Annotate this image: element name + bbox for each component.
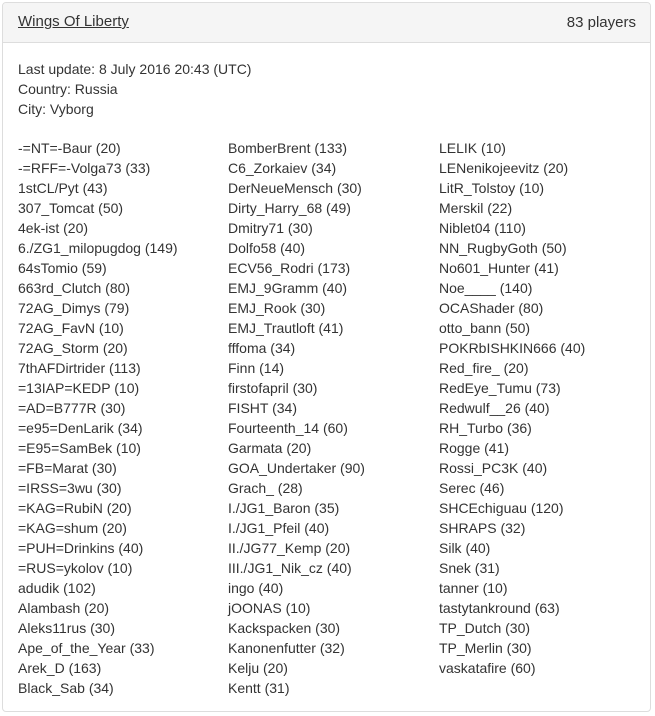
player-entry: TP_Merlin (30) [439, 640, 532, 656]
player-column-1 [18, 138, 228, 698]
player-entry: DerNeueMensch (30) [228, 180, 362, 196]
player-entry: vaskatafire (60) [439, 660, 536, 676]
player-entry: =IRSS=3wu (30) [18, 480, 122, 496]
player-entry: =e95=DenLarik (34) [18, 420, 143, 436]
player-entry: GOA_Undertaker (90) [228, 460, 365, 476]
player-entry: NN_RugbyGoth (50) [439, 240, 567, 256]
player-column-3 [439, 138, 639, 698]
player-column-2 [228, 138, 439, 698]
player-entry: =FB=Marat (30) [18, 460, 117, 476]
player-entry: Black_Sab (34) [18, 680, 114, 696]
player-entry: ECV56_Rodri (173) [228, 260, 351, 276]
player-entry: Dmitry71 (30) [228, 220, 313, 236]
player-entry: Ape_of_the_Year (33) [18, 640, 155, 656]
player-entry: 7thAFDirtrider (113) [18, 360, 141, 376]
player-entry: Dirty_Harry_68 (49) [228, 200, 351, 216]
player-entry: 4ek-ist (20) [18, 220, 89, 236]
country: Country: Russia [18, 81, 118, 97]
player-entry: ingo (40) [228, 580, 284, 596]
player-entry: Serec (46) [439, 480, 505, 496]
player-entry: firstofapril (30) [228, 380, 318, 396]
player-entry: =AD=B777R (30) [18, 400, 126, 416]
player-entry: SHCEchiguau (120) [439, 500, 564, 516]
player-entry: tastytankround (63) [439, 600, 560, 616]
player-entry: Fourteenth_14 (60) [228, 420, 348, 436]
player-entry: =13IAP=KEDP (10) [18, 380, 140, 396]
player-entry: jOONAS (10) [228, 600, 311, 616]
player-entry: Kentt (31) [228, 680, 290, 696]
player-entry: Dolfo58 (40) [228, 240, 306, 256]
player-entry: OCAShader (80) [439, 300, 544, 316]
player-entry: LELIK (10) [439, 140, 506, 156]
player-entry: Snek (31) [439, 560, 500, 576]
player-entry: RedEye_Tumu (73) [439, 380, 561, 396]
player-entry: EMJ_Rook (30) [228, 300, 326, 316]
player-entry: 72AG_Storm (20) [18, 340, 128, 356]
player-entry: otto_bann (50) [439, 320, 531, 336]
player-entry: Finn (14) [228, 360, 285, 376]
server-meta [18, 59, 251, 119]
player-entry: BomberBrent (133) [228, 140, 348, 156]
player-entry: -=NT=-Baur (20) [18, 140, 121, 156]
player-entry: POKRbISHKIN666 (40) [439, 340, 586, 356]
player-entry: Noe____ (140) [439, 280, 533, 296]
player-entry: FISHT (34) [228, 400, 297, 416]
player-entry: 6./ZG1_milopugdog (149) [18, 240, 178, 256]
player-entry: LitR_Tolstoy (10) [439, 180, 545, 196]
player-entry: Kackspacken (30) [228, 620, 341, 636]
player-entry: =RUS=ykolov (10) [18, 560, 133, 576]
player-entry: RH_Turbo (36) [439, 420, 532, 436]
player-entry: Merskil (22) [439, 200, 513, 216]
player-entry: SHRAPS (32) [439, 520, 526, 536]
player-count: 83 players [566, 14, 636, 31]
player-entry: EMJ_Trautloft (41) [228, 320, 344, 336]
player-entry: Rossi_PC3K (40) [439, 460, 548, 476]
player-entry: 307_Tomcat (50) [18, 200, 124, 216]
player-entry: -=RFF=-Volga73 (33) [18, 160, 151, 176]
player-entry: fffoma (34) [228, 340, 296, 356]
player-entry: Aleks11rus (30) [18, 620, 116, 636]
player-entry: I./JG1_Pfeil (40) [228, 520, 330, 536]
player-entry: I./JG1_Baron (35) [228, 500, 340, 516]
player-entry: No601_Hunter (41) [439, 260, 559, 276]
player-entry: =E95=SamBek (10) [18, 440, 141, 456]
player-entry: Redwulf__26 (40) [439, 400, 550, 416]
server-panel [2, 2, 651, 712]
player-entry: Silk (40) [439, 540, 491, 556]
city: City: Vyborg [18, 101, 94, 117]
player-entry: Arek_D (163) [18, 660, 102, 676]
player-entry: 663rd_Clutch (80) [18, 280, 131, 296]
player-entry: 64sTomio (59) [18, 260, 107, 276]
player-entry: C6_Zorkaiev (34) [228, 160, 337, 176]
player-entry: =KAG=RubiN (20) [18, 500, 132, 516]
player-entry: TP_Dutch (30) [439, 620, 531, 636]
player-entry: adudik (102) [18, 580, 96, 596]
player-entry: =KAG=shum (20) [18, 520, 127, 536]
player-entry: tanner (10) [439, 580, 508, 596]
player-entry: =PUH=Drinkins (40) [18, 540, 144, 556]
last-update: Last update: 8 July 2016 20:43 (UTC) [18, 61, 252, 77]
player-entry: Grach_ (28) [228, 480, 303, 496]
player-entry: III./JG1_Nik_cz (40) [228, 560, 352, 576]
player-entry: Rogge (41) [439, 440, 510, 456]
player-list [18, 138, 639, 698]
player-entry: II./JG77_Kemp (20) [228, 540, 351, 556]
player-entry: Alambash (20) [18, 600, 110, 616]
server-name-link[interactable]: Wings Of Liberty [18, 13, 129, 30]
player-entry: Kelju (20) [228, 660, 288, 676]
player-entry: EMJ_9Gramm (40) [228, 280, 348, 296]
player-entry: Garmata (20) [228, 440, 312, 456]
panel-heading [3, 3, 650, 43]
player-entry: Red_fire_ (20) [439, 360, 529, 376]
player-entry: 72AG_Dimys (79) [18, 300, 130, 316]
player-entry: 72AG_FavN (10) [18, 320, 124, 336]
player-entry: LENenikojeevitz (20) [439, 160, 569, 176]
player-entry: Kanonenfutter (32) [228, 640, 345, 656]
player-entry: Niblet04 (110) [439, 220, 526, 236]
player-entry: 1stCL/Pyt (43) [18, 180, 108, 196]
